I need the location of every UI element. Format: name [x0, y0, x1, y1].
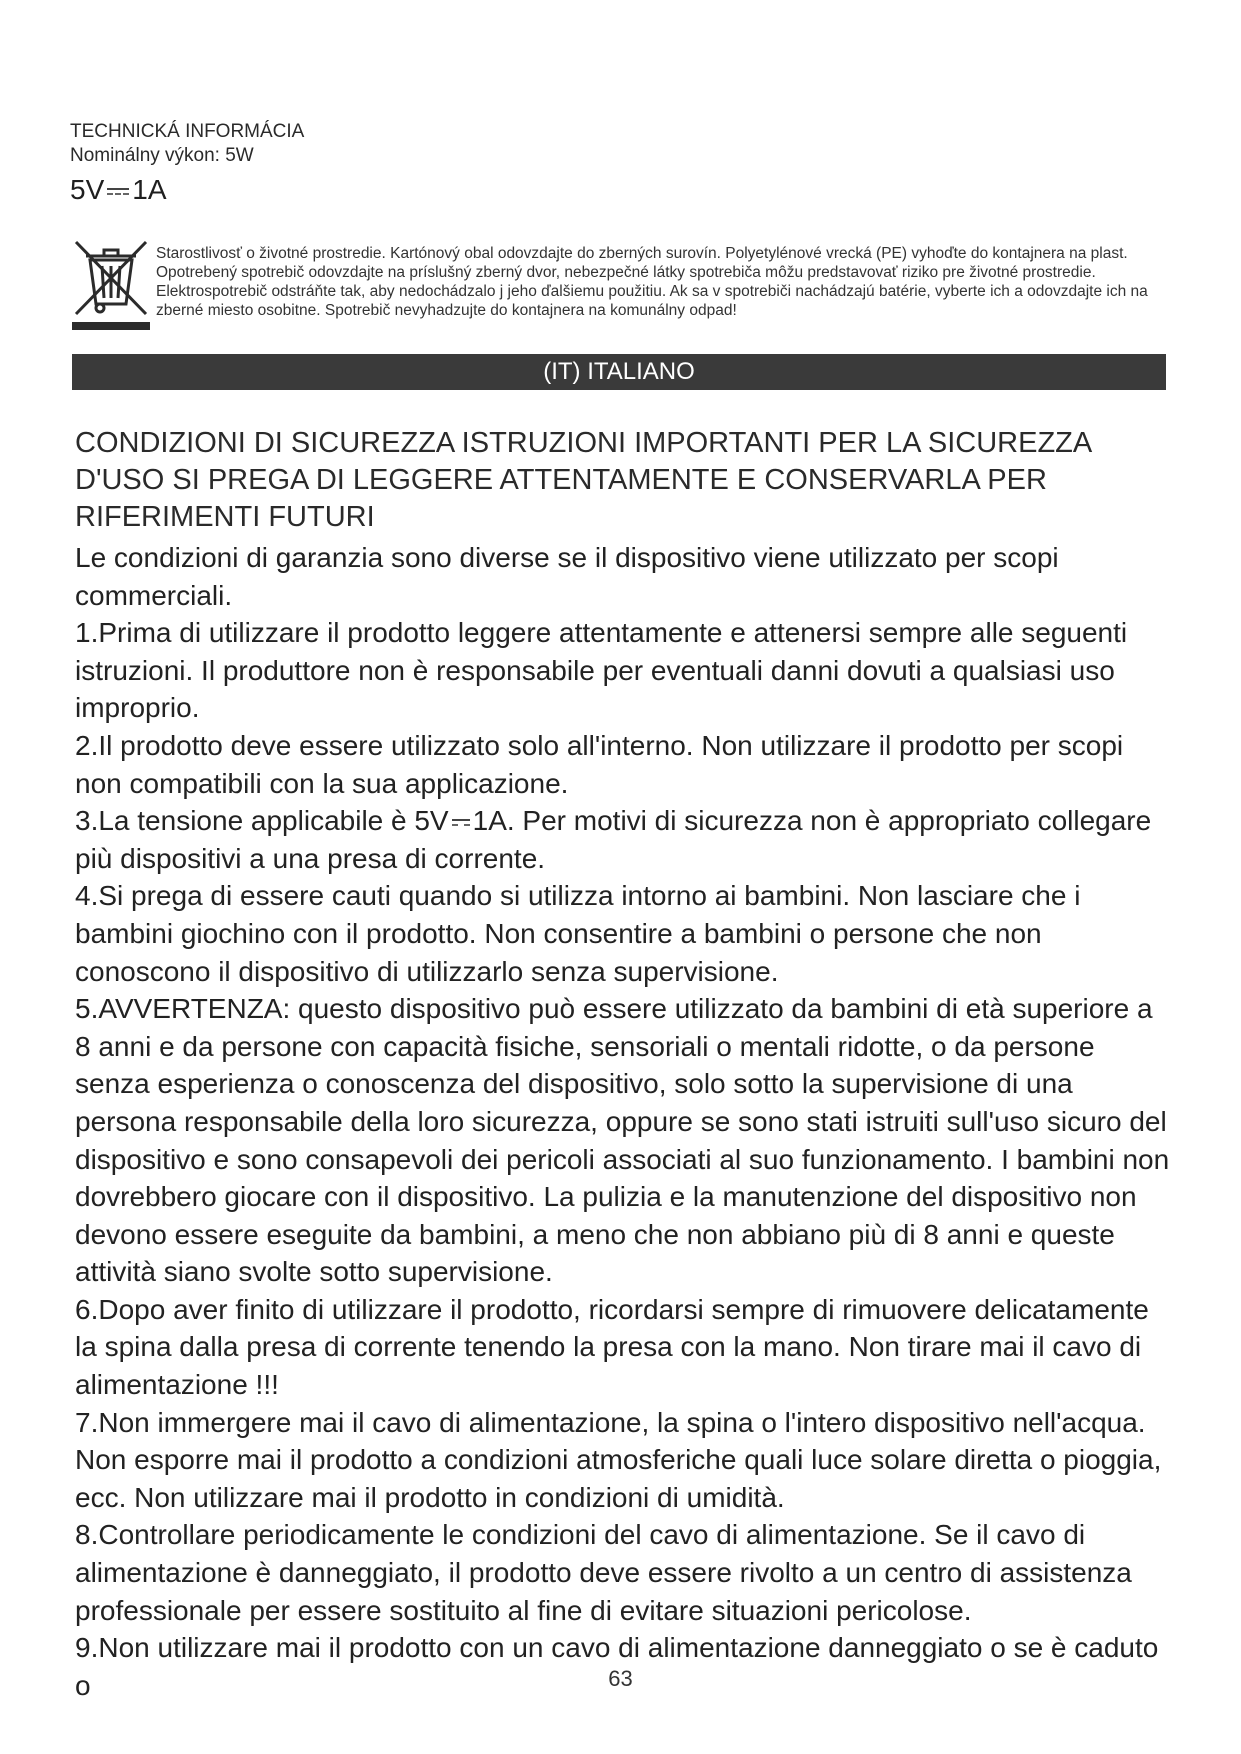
technical-title: TECHNICKÁ INFORMÁCIA	[70, 121, 305, 142]
page-number: 63	[608, 1666, 633, 1691]
nominal-power: Nominálny výkon: 5W	[70, 145, 254, 166]
dc-symbol-icon	[105, 185, 131, 199]
rating-volts: 5V	[70, 174, 105, 205]
instruction-item-1: 1.Prima di utilizzare il prodotto leggere attentamente e attenersi sempre alle seguenti istruzioni. Il produttore non è responsabile per eventuali danni dovuti a qualsiasi uso improprio.	[75, 617, 1128, 724]
instruction-item-3-end: 1A. Per motivi di sicurezza non è appropriato collegare più dispositivi a una presa di corrente.	[75, 805, 1152, 874]
environmental-text: Starostlivosť o životné prostredie. Kartónový obal odovzdajte do zberných surovín. Polyetylénové vrecká (PE) vyhoďte do kontajnera na plast. Opotrebený spotrebič odovzdajte na príslušný zberný dvor, nebezpečné látky spotrebiča môžu predstavovať riziko pre životné prostredie. Elektrospotrebič odstráňte tak, aby nedochádzalo j jeho ďalšiemu použitiu. Ak sa v spotrebiči nachádzajú batérie, vyberte ich a odovzdajte ich na zberné miesto osobitne. Spotrebič nevyhadzujte do kontajnera na komunálny odpad!	[156, 245, 1148, 319]
instruction-item-3	[75, 802, 1175, 877]
instruction-item-3-start: 3.La tensione applicabile è 5V	[75, 805, 449, 837]
instruction-item-7: 7.Non immergere mai il cavo di alimentazione, la spina o l'intero dispositivo nell'acqua. Non esporre mai il prodotto a condizioni atmosferiche quali luce solare diretta o pioggia, ecc. Non utilizzare mai il prodotto in condizioni di umidità.	[75, 1406, 1162, 1513]
weee-crossed-bin-icon	[72, 236, 150, 332]
power-rating	[70, 170, 304, 210]
dc-symbol-icon	[450, 816, 472, 830]
warranty-intro: Le condizioni di garanzia sono diverse se il dispositivo viene utilizzato per scopi commerciali.	[75, 542, 1059, 611]
environmental-notice	[156, 244, 1166, 320]
language-section-bar: (IT) ITALIANO	[72, 354, 1166, 390]
safety-instructions	[75, 425, 1175, 1704]
instruction-item-5: 5.AVVERTENZA: questo dispositivo può essere utilizzato da bambini di età superiore a 8 anni e da persone con capacità fisiche, sensoriali o mentali ridotte, o da persone senza esperienza o conoscenza del dispositivo, solo sotto la supervisione di una persona responsabile della loro sicurezza, oppure se sono stati istruiti sull'uso sicuro del dispositivo e sono consapevoli dei pericoli associati al suo funzionamento. I bambini non dovrebbero giocare con il dispositivo. La pulizia e la manutenzione del dispositivo non devono essere eseguite da bambini, a meno che non abbiano più di 8 anni e queste attività siano svolte sotto supervisione.	[75, 993, 1170, 1288]
instruction-item-4: 4.Si prega di essere cauti quando si utilizza intorno ai bambini. Non lasciare che i bambini giochino con il prodotto. Non consentire a bambini o persone che non conoscono il dispositivo di utilizzarlo senza supervisione.	[75, 880, 1081, 987]
instruction-item-9: 9.Non utilizzare mai il prodotto con un cavo di alimentazione danneggiato o se è caduto o	[75, 1632, 1159, 1701]
rating-amps: 1A	[132, 174, 167, 205]
instruction-item-2: 2.Il prodotto deve essere utilizzato solo all'interno. Non utilizzare il prodotto per scopi non compatibili con la sua applicazione.	[75, 729, 1124, 799]
instruction-item-6: 6.Dopo aver finito di utilizzare il prodotto, ricordarsi sempre di rimuovere delicatamente la spina dalla presa di corrente tenendo la presa con la mano. Non tirare mai il cavo di alimentazione !!!	[75, 1293, 1149, 1401]
safety-heading: CONDIZIONI DI SICUREZZA ISTRUZIONI IMPORTANTI PER LA SICUREZZA D'USO SI PREGA DI LEGGERE ATTENTAMENTE E CONSERVARLA PER RIFERIMENTI FUTURI	[75, 427, 1091, 533]
technical-info	[70, 120, 304, 210]
instruction-item-8: 8.Controllare periodicamente le condizioni del cavo di alimentazione. Se il cavo di alimentazione è danneggiato, il prodotto deve essere rivolto a un centro di assistenza professionale per essere sostituito al fine di evitare situazioni pericolose.	[75, 1519, 1132, 1626]
